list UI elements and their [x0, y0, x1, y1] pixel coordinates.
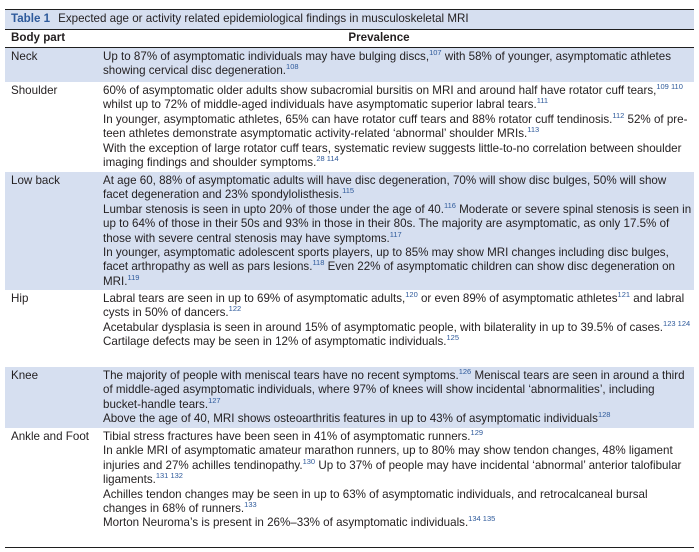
finding-text: Achilles tendon changes may be seen in up to 63% of asymptomatic individuals, and retrocalcaneal bursal changes in 68% of runners. [103, 487, 648, 516]
body-part-cell: Hip [11, 292, 29, 305]
finding-text: or even 89% of asymptomatic athletes [417, 292, 618, 305]
table-row [5, 172, 694, 290]
finding-text: Labral tears are seen in up to 69% of asymptomatic adults, [103, 292, 406, 305]
citation-ref[interactable]: 129 [470, 428, 484, 437]
prevalence-paragraph [103, 142, 693, 171]
finding-text: 52% of pre-teen athletes demonstrate asymptomatic activity-related ‘abnormal’ shoulder MRIs. [103, 112, 688, 141]
prevalence-paragraph [103, 430, 693, 444]
citation-ref[interactable]: 108 [286, 62, 299, 72]
citation-ref[interactable]: 115 [342, 186, 355, 196]
citation-ref[interactable]: 109 110 [656, 82, 683, 91]
citation-ref[interactable]: 133 [244, 500, 257, 510]
prevalence-paragraph [103, 488, 693, 517]
table-body [5, 48, 694, 546]
prevalence-paragraph [103, 110, 693, 142]
body-part-cell: Knee [11, 369, 39, 382]
prevalence-cell [98, 290, 693, 367]
finding-text: 60% of asymptomatic older adults show subacromial bursitis on MRI and around half have rotator cuff tears, [103, 84, 657, 97]
prevalence-paragraph [103, 50, 693, 79]
table-row [5, 428, 694, 546]
prevalence-paragraph [103, 200, 693, 246]
prevalence-cell [98, 48, 693, 82]
table-row [5, 82, 694, 172]
citation-ref[interactable]: 120 [405, 290, 418, 299]
finding-text: At age 60, 88% of asymptomatic adults will have disc degeneration, 70% will show disc bulges, 50% will show facet degeneration and 23% spondylolisthesis. [103, 174, 667, 202]
prevalence-paragraph [103, 412, 693, 426]
table-row [5, 367, 694, 428]
body-part-cell: Ankle and Foot [11, 430, 89, 443]
prevalence-paragraph [103, 369, 693, 412]
finding-text: Tibial stress fractures have been seen in 41% of asymptomatic runners. [103, 430, 471, 443]
citation-ref[interactable]: 134 135 [468, 514, 496, 524]
finding-text: With the exception of large rotator cuff tears, systematic review suggests little-to-no correlation between shoulder imaging findings and shoulder symptoms. [103, 141, 682, 170]
finding-text: Lumbar stenosis is seen in upto 20% of those under the age of 40. [103, 202, 444, 216]
citation-ref[interactable]: 123 124 [663, 318, 691, 328]
citation-ref[interactable]: 131 132 [155, 471, 183, 481]
citation-ref[interactable]: 127 [208, 395, 221, 405]
finding-text: The majority of people with meniscal tears have no recent symptoms. [103, 369, 459, 382]
citation-ref[interactable]: 122 [228, 304, 242, 314]
finding-text: Up to 87% of asymptomatic individuals may have bulging discs, [103, 50, 430, 63]
citation-ref[interactable]: 28 114 [316, 154, 339, 164]
prevalence-paragraph [103, 246, 693, 289]
finding-text: Cartilage defects may be seen in 12% of asymptomatic individuals. [103, 335, 447, 349]
table-row [5, 48, 694, 82]
header-body-part: Body part [11, 31, 66, 44]
header-prevalence: Prevalence [348, 31, 410, 44]
body-part-cell: Neck [11, 50, 38, 63]
finding-text: Morton Neuroma’s is present in 26%–33% of asymptomatic individuals. [103, 516, 469, 530]
citation-ref[interactable]: 125 [446, 333, 459, 343]
citation-ref[interactable]: 107 [429, 48, 442, 57]
citation-ref[interactable]: 126 [458, 367, 472, 376]
finding-text: Even 22% of asymptomatic children can show disc degeneration on MRI. [103, 260, 675, 288]
citation-ref[interactable]: 128 [597, 410, 611, 420]
finding-text: whilst up to 72% of middle-aged individuals have asymptomatic superior labral tears. [103, 98, 537, 112]
finding-text: Above the age of 40, MRI shows osteoarthritis features in up to 43% of asymptomatic individuals [103, 412, 598, 426]
finding-text: In younger, asymptomatic adolescent sports players, up to 85% may show MRI changes including disc bulges, facet arthropathy as well as pars lesions. [103, 246, 669, 274]
citation-ref[interactable]: 121 [617, 290, 631, 299]
finding-text: Acetabular dysplasia is seen in around 15% of asymptomatic people, with bilaterality in up to 39.5% of cases. [103, 320, 664, 334]
body-part-cell: Low back [11, 174, 60, 187]
prevalence-paragraph [103, 516, 693, 530]
table-bottom-rule [5, 547, 694, 548]
citation-ref[interactable]: 118 [312, 258, 325, 268]
prevalence-cell [98, 172, 693, 290]
table-row [5, 290, 694, 367]
prevalence-cell [98, 428, 693, 546]
citation-ref[interactable]: 119 [127, 272, 140, 282]
finding-text: with 58% of younger, asymptomatic athletes showing cervical disc degeneration. [103, 50, 672, 78]
finding-text: Moderate or severe spinal stenosis is seen in up to 64% of those in their 50s and 93% in those in their 80s. The majority are asymptomatic, as only 17.5% of those with severe central stenosis may have symptoms. [103, 202, 692, 245]
table-caption [5, 9, 694, 29]
prevalence-paragraph [103, 318, 693, 335]
prevalence-cell [98, 367, 693, 428]
citation-ref[interactable]: 116 [443, 200, 456, 210]
citation-ref[interactable]: 111 [536, 96, 549, 106]
prevalence-cell [98, 82, 693, 172]
finding-text: In ankle MRI of asymptomatic amateur marathon runners, up to 80% may show tendon changes, 48% ligament injuries and 27% achilles tendinopathy. [103, 444, 673, 472]
finding-text: and labral cysts in 50% of dancers. [103, 292, 685, 320]
table-label: Table 1 [11, 12, 51, 25]
prevalence-paragraph [103, 174, 693, 203]
body-part-cell: Shoulder [11, 84, 58, 97]
finding-text: Meniscal tears are seen in around a third of middle-aged asymptomatic individuals, where 97% of knees will show incidental ‘abnormalities’, including bucket-handle tears. [103, 369, 685, 411]
citation-ref[interactable]: 112 [612, 110, 625, 120]
finding-text: Up to 37% of people may have incidental ‘abnormal’ anterior talofibular ligaments. [103, 458, 682, 487]
prevalence-paragraph [103, 335, 693, 349]
citation-ref[interactable]: 130 [302, 456, 316, 466]
prevalence-paragraph [103, 84, 693, 113]
table-title: Expected age or activity related epidemiological findings in musculoskeletal MRI [58, 12, 469, 25]
table [5, 9, 694, 546]
prevalence-paragraph [103, 444, 693, 487]
table-header [5, 29, 694, 48]
citation-ref[interactable]: 113 [527, 125, 540, 135]
citation-ref[interactable]: 117 [389, 229, 402, 239]
finding-text: In younger, asymptomatic athletes, 65% can have rotator cuff tears and 88% rotator cuff tendinosis. [103, 112, 613, 126]
prevalence-paragraph [103, 292, 693, 321]
